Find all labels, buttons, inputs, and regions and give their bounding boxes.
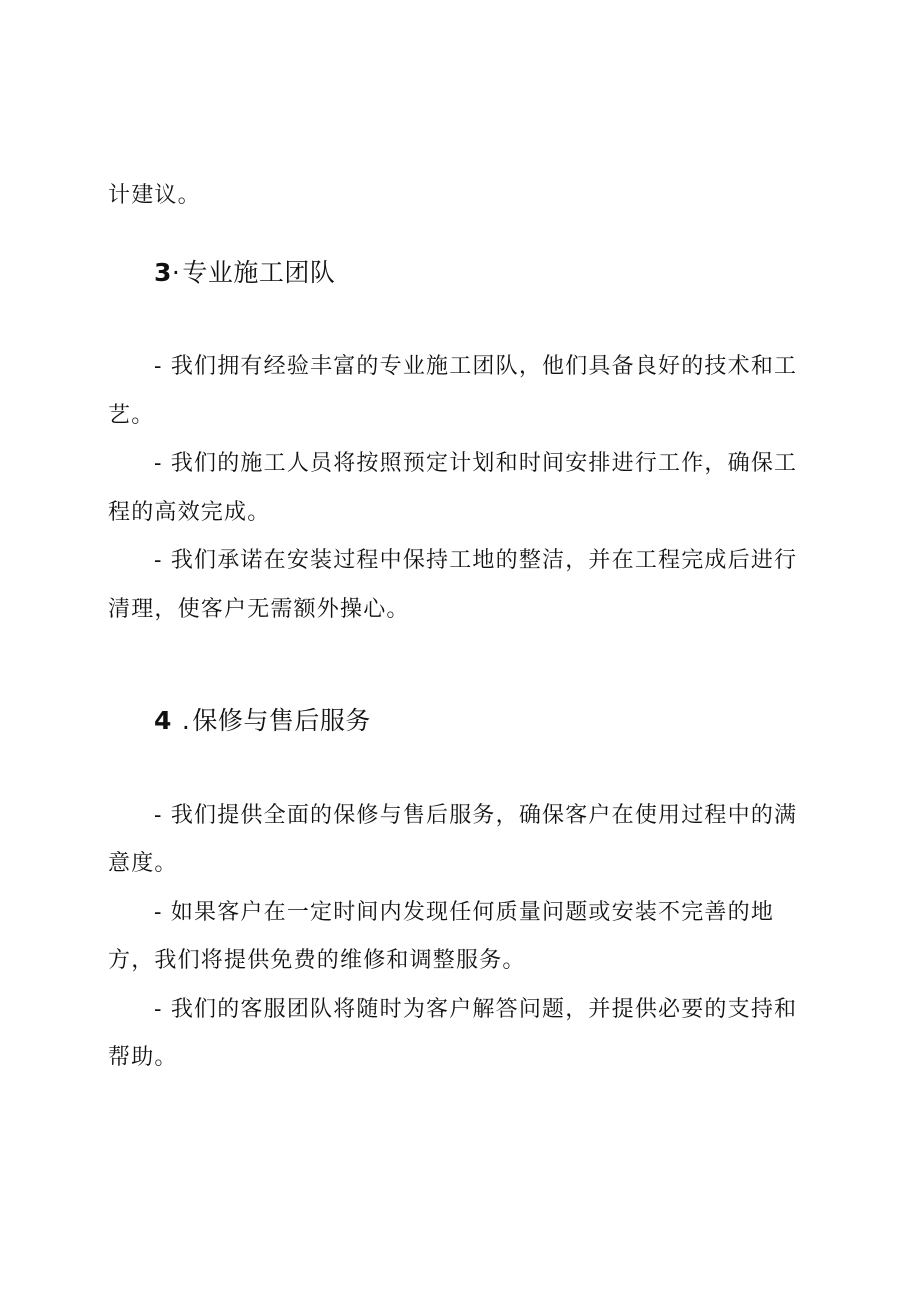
- paragraph-continuation: 计建议。: [108, 183, 201, 208]
- section-title: 保修与售后服务: [192, 706, 371, 735]
- section-number: 3: [154, 258, 172, 287]
- list-item-line: - 我们提供全面的保修与售后服务，确保客户在使用过程中的满: [154, 803, 798, 828]
- list-item-line: - 我们承诺在安装过程中保持工地的整洁，并在工程完成后进行: [154, 548, 798, 573]
- section-title: 专业施工团队: [182, 258, 336, 287]
- section-separator: ·: [171, 258, 181, 287]
- list-item-line: 意度。: [108, 851, 178, 876]
- list-item-line: 帮助。: [108, 1045, 178, 1070]
- list-item-line: 清理，使客户无需额外操心。: [108, 597, 410, 622]
- list-item-line: 艺。: [108, 403, 155, 428]
- list-item-line: 程的高效完成。: [108, 500, 271, 525]
- list-item-line: - 我们的施工人员将按照预定计划和时间安排进行工作，确保工: [154, 451, 798, 476]
- list-item-line: - 如果客户在一定时间内发现任何质量问题或安装不完善的地: [154, 900, 775, 925]
- list-item-line: - 我们的客服团队将随时为客户解答问题，并提供必要的支持和: [154, 997, 798, 1022]
- section-number: 4: [154, 706, 172, 735]
- list-item-line: - 我们拥有经验丰富的专业施工团队，他们具备良好的技术和工: [154, 354, 798, 379]
- section-heading-3: [154, 256, 335, 290]
- section-heading-4: [154, 704, 371, 738]
- list-item-line: 方，我们将提供免费的维修和调整服务。: [108, 948, 526, 973]
- section-separator: .: [181, 706, 191, 735]
